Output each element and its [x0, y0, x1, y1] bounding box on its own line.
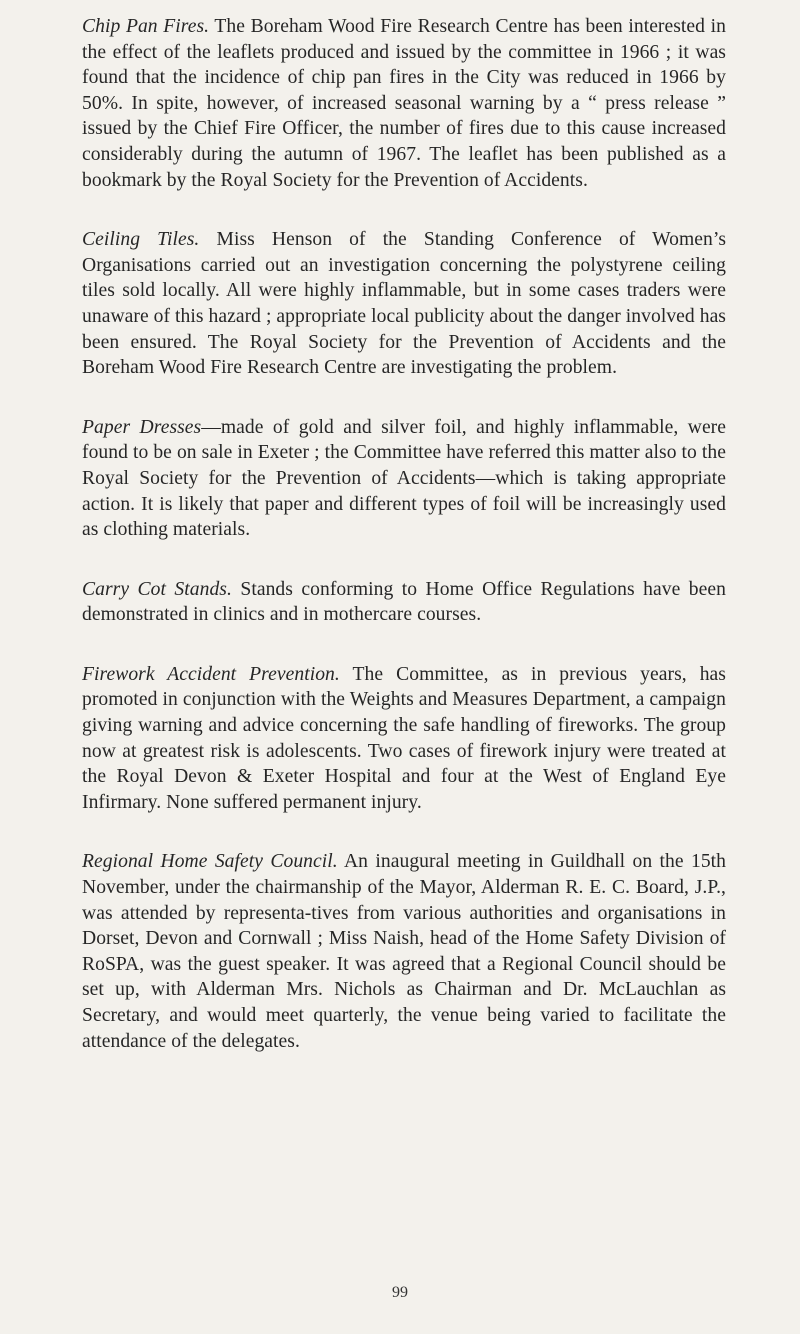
- page-number: 99: [392, 1284, 408, 1301]
- heading-regional-home-safety-council: Regional Home Safety Council.: [82, 851, 338, 873]
- body-text: [82, 14, 726, 1054]
- heading-firework-accident-prevention: Firework Accident Prevention.: [82, 663, 340, 685]
- heading-carry-cot-stands: Carry Cot Stands.: [82, 578, 232, 600]
- paragraph-body: The Boreham Wood Fire Research Centre has been interested in the effect of the leaflets produced and issued by the committee in 1966 ; it was found that the incidence of chip pan fires in the City was reduced in 1966 by 50%. In spite, however, of increased seasonal warning by a “ press release ” issued by the Chief Fire Officer, the number of fires due to this cause increased considerably during the autumn of 1967. The leaflet has been published as a bookmark by the Royal Society for the Prevention of Accidents.: [82, 16, 726, 191]
- paragraph-body: The Committee, as in previous years, has promoted in conjunction with the Weights and Measures Department, a campaign giving warning and advice concerning the safe handling of fireworks. The group now at greatest risk is adolescents. Two cases of firework injury were treated at the Royal Devon & Exeter Hospital and four at the West of England Eye Infirmary. None suffered permanent injury.: [82, 663, 726, 813]
- paragraph-carry-cot-stands: [82, 577, 726, 628]
- paragraph-ceiling-tiles: [82, 227, 726, 381]
- paragraph-chip-pan-fires: [82, 14, 726, 193]
- heading-ceiling-tiles: Ceiling Tiles.: [82, 229, 200, 251]
- paragraph-firework-accident-prevention: [82, 662, 726, 816]
- paragraph-body: Stands conforming to Home Office Regulations have been demonstrated in clinics and in mothercare courses.: [82, 578, 726, 626]
- paragraph-body: —made of gold and silver foil, and highly inflammable, were found to be on sale in Exeter ; the Committee have referred this matter also to the Royal Society for the Prevention of Accidents—which is taking appropriate action. It is likely that paper and different types of foil will be increasingly used as clothing materials.: [82, 416, 727, 541]
- heading-chip-pan-fires: Chip Pan Fires.: [82, 16, 210, 37]
- paragraph-regional-home-safety-council: [82, 849, 726, 1054]
- heading-paper-dresses: Paper Dresses: [82, 416, 202, 438]
- paragraph-paper-dresses: [82, 415, 726, 543]
- paragraph-body: Miss Henson of the Standing Conference of Women’s Organisations carried out an investigation concerning the polystyrene ceiling tiles sold locally. All were highly inflammable, but in some cases traders were unaware of this hazard ; appropriate local publicity about the danger involved has been ensured. The Royal Society for the Prevention of Accidents and the Boreham Wood Fire Research Centre are investigating the problem.: [82, 229, 726, 379]
- paragraph-body: An inaugural meeting in Guildhall on the 15th November, under the chairmanship of the Mayor, Alderman R. E. C. Board, J.P., was attended by representa-tives from various authorities and organisations in Dorset, Devon and Cornwall ; Miss Naish, head of the Home Safety Division of RoSPA, was the guest speaker. It was agreed that a Regional Council should be set up, with Alderman Mrs. Nichols as Chairman and Dr. McLauchlan as Secretary, and would meet quarterly, the venue being varied to facilitate the attendance of the delegates.: [82, 851, 727, 1052]
